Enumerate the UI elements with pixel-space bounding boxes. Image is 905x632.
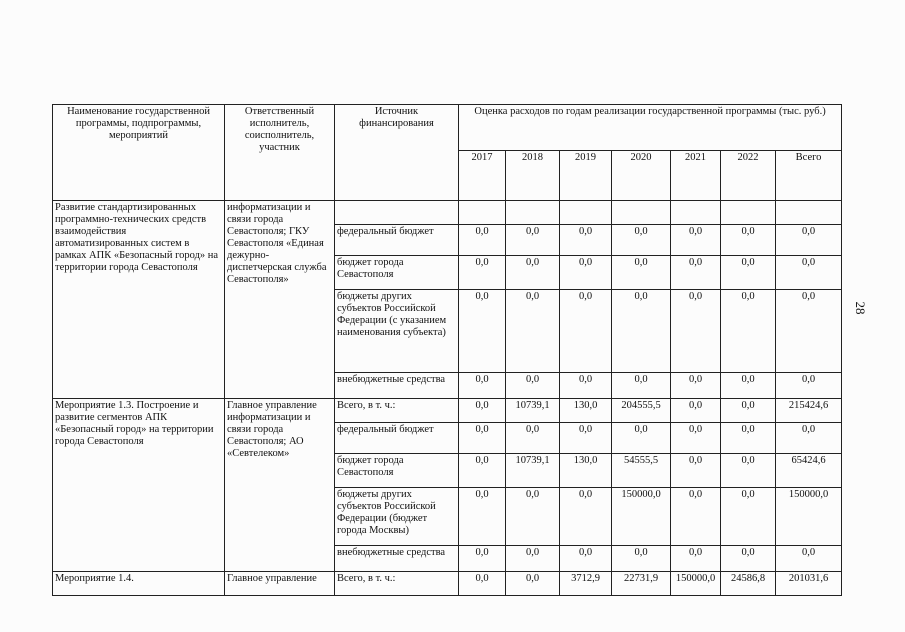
value-cell: 0,0 [612, 373, 671, 399]
funding-source: Всего, в т. ч.: [335, 399, 459, 423]
table-row [53, 201, 842, 225]
value-cell [459, 201, 506, 225]
value-cell [560, 201, 612, 225]
value-cell: 0,0 [671, 423, 721, 454]
value-cell: 0,0 [506, 373, 560, 399]
value-cell: 0,0 [721, 399, 776, 423]
funding-source: бюджеты других субъектов Российской Федерации (бюджет города Москвы) [335, 488, 459, 546]
value-cell: 0,0 [721, 454, 776, 488]
value-cell: 0,0 [671, 488, 721, 546]
value-total [776, 201, 842, 225]
header-total: Всего [776, 151, 842, 201]
funding-source: бюджет города Севастополя [335, 454, 459, 488]
value-cell: 22731,9 [612, 572, 671, 596]
value-cell: 0,0 [671, 454, 721, 488]
header-year: 2019 [560, 151, 612, 201]
value-cell: 0,0 [506, 225, 560, 256]
value-cell: 0,0 [459, 572, 506, 596]
value-cell: 0,0 [506, 488, 560, 546]
value-total: 0,0 [776, 373, 842, 399]
value-cell: 0,0 [459, 373, 506, 399]
value-cell: 10739,1 [506, 399, 560, 423]
value-cell: 0,0 [459, 256, 506, 290]
value-total: 215424,6 [776, 399, 842, 423]
value-cell: 0,0 [560, 225, 612, 256]
measure-name: Развитие стандартизированных программно-технических средств взаимодействия автоматизированных систем в рамках АПК «Безопасный город» на территории города Севастополя [53, 201, 225, 399]
value-total: 65424,6 [776, 454, 842, 488]
value-cell: 0,0 [560, 373, 612, 399]
value-cell: 0,0 [612, 256, 671, 290]
header-year: 2017 [459, 151, 506, 201]
header-year: 2020 [612, 151, 671, 201]
header-estimate: Оценка расходов по годам реализации государственной программы (тыс. руб.) [459, 105, 842, 151]
value-cell: 0,0 [721, 225, 776, 256]
header-source: Источник финансирования [335, 105, 459, 201]
value-cell: 130,0 [560, 454, 612, 488]
value-total: 150000,0 [776, 488, 842, 546]
value-cell: 204555,5 [612, 399, 671, 423]
value-total: 0,0 [776, 225, 842, 256]
value-cell: 0,0 [612, 290, 671, 373]
value-cell: 150000,0 [612, 488, 671, 546]
funding-source: федеральный бюджет [335, 225, 459, 256]
value-cell: 0,0 [560, 488, 612, 546]
funding-source: бюджет города Севастополя [335, 256, 459, 290]
value-cell: 0,0 [459, 399, 506, 423]
header-year: 2018 [506, 151, 560, 201]
value-cell: 0,0 [560, 546, 612, 572]
funding-source: бюджеты других субъектов Российской Федерации (с указанием наименования субъекта) [335, 290, 459, 373]
funding-source: Всего, в т. ч.: [335, 572, 459, 596]
value-cell: 0,0 [459, 225, 506, 256]
value-cell: 150000,0 [671, 572, 721, 596]
value-cell: 0,0 [506, 423, 560, 454]
value-cell: 0,0 [721, 488, 776, 546]
value-cell: 0,0 [459, 423, 506, 454]
value-cell: 0,0 [671, 256, 721, 290]
value-cell: 54555,5 [612, 454, 671, 488]
table-row [53, 572, 842, 596]
value-cell [612, 201, 671, 225]
funding-source: федеральный бюджет [335, 423, 459, 454]
responsible-executor: Главное управление [225, 572, 335, 596]
header-name: Наименование государственной программы, подпрограммы, мероприятий [53, 105, 225, 201]
value-total: 0,0 [776, 546, 842, 572]
value-total: 201031,6 [776, 572, 842, 596]
value-cell: 0,0 [612, 546, 671, 572]
value-cell: 0,0 [560, 290, 612, 373]
value-cell [721, 201, 776, 225]
value-cell: 0,0 [671, 399, 721, 423]
value-cell: 0,0 [506, 546, 560, 572]
value-cell: 0,0 [721, 290, 776, 373]
funding-source [335, 201, 459, 225]
value-cell: 24586,8 [721, 572, 776, 596]
measure-name: Мероприятие 1.3. Построение и развитие сегментов АПК «Безопасный город» на территории города Севастополя [53, 399, 225, 572]
page-number: 28 [853, 301, 868, 315]
value-cell: 0,0 [671, 373, 721, 399]
header-year: 2021 [671, 151, 721, 201]
value-cell: 10739,1 [506, 454, 560, 488]
value-total: 0,0 [776, 423, 842, 454]
value-cell: 130,0 [560, 399, 612, 423]
value-cell [671, 201, 721, 225]
value-cell: 0,0 [459, 454, 506, 488]
value-cell: 0,0 [721, 546, 776, 572]
value-cell: 0,0 [560, 423, 612, 454]
value-total: 0,0 [776, 256, 842, 290]
budget-table [52, 104, 842, 596]
value-cell: 0,0 [671, 546, 721, 572]
value-cell [506, 201, 560, 225]
value-cell: 0,0 [721, 256, 776, 290]
value-cell: 0,0 [459, 488, 506, 546]
measure-name: Мероприятие 1.4. [53, 572, 225, 596]
value-cell: 0,0 [506, 256, 560, 290]
funding-source: внебюджетные средства [335, 546, 459, 572]
value-cell: 0,0 [671, 290, 721, 373]
header-year: 2022 [721, 151, 776, 201]
value-cell: 0,0 [721, 423, 776, 454]
value-total: 0,0 [776, 290, 842, 373]
value-cell: 0,0 [671, 225, 721, 256]
table-row [53, 399, 842, 423]
value-cell: 0,0 [721, 373, 776, 399]
value-cell: 0,0 [506, 572, 560, 596]
responsible-executor: информатизации и связи города Севастополя; ГКУ Севастополя «Единая дежурно-диспетчерская служба Севастополя» [225, 201, 335, 399]
value-cell: 0,0 [612, 225, 671, 256]
header-responsible: Ответственный исполнитель, соисполнитель, участник [225, 105, 335, 201]
table-body [53, 201, 842, 596]
value-cell: 0,0 [506, 290, 560, 373]
funding-source: внебюджетные средства [335, 373, 459, 399]
value-cell: 3712,9 [560, 572, 612, 596]
value-cell: 0,0 [459, 290, 506, 373]
value-cell: 0,0 [612, 423, 671, 454]
responsible-executor: Главное управление информатизации и связи города Севастополя; АО «Севтелеком» [225, 399, 335, 572]
value-cell: 0,0 [459, 546, 506, 572]
value-cell: 0,0 [560, 256, 612, 290]
